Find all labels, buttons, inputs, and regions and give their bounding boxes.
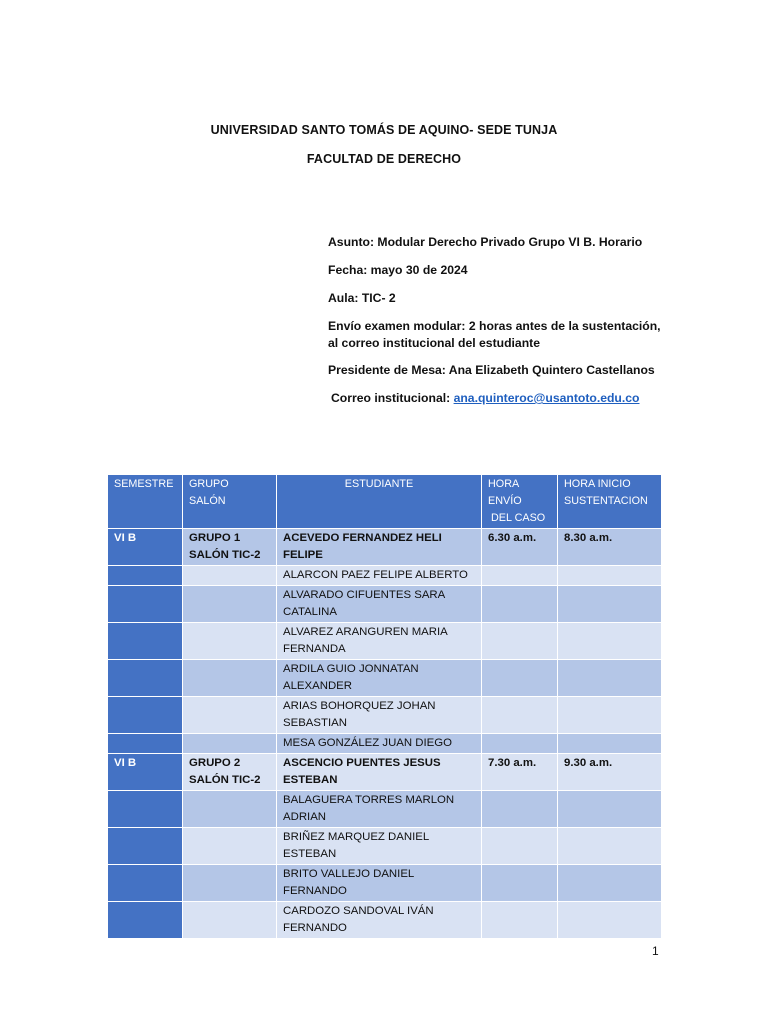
hora-envio-cell: [482, 623, 558, 660]
hora-inicio-cell: [558, 791, 662, 828]
table-row: [108, 734, 662, 754]
correo-line: [331, 390, 671, 407]
hora-inicio-cell: [558, 566, 662, 586]
table-row: [108, 902, 662, 939]
header-hora-envio: [482, 475, 558, 529]
semestre-cell: [108, 660, 183, 697]
student-cell: ACEVEDO FERNANDEZ HELI FELIPE: [277, 529, 482, 566]
table-row: [108, 623, 662, 660]
student-cell: BRIÑEZ MARQUEZ DANIEL ESTEBAN: [277, 828, 482, 865]
table-row: [108, 586, 662, 623]
table-header-row: [108, 475, 662, 529]
semestre-cell: [108, 586, 183, 623]
header-grupo: [183, 475, 277, 529]
grupo-line2: SALÓN TIC-2: [189, 549, 261, 561]
grupo-cell: [183, 791, 277, 828]
email-link[interactable]: ana.quinteroc@usantoto.edu.co: [453, 391, 640, 405]
student-cell: ARDILA GUIO JONNATAN ALEXANDER: [277, 660, 482, 697]
student-cell: BALAGUERA TORRES MARLON ADRIAN: [277, 791, 482, 828]
student-cell: CARDOZO SANDOVAL IVÁN FERNANDO: [277, 902, 482, 939]
schedule-table: [107, 474, 662, 939]
hora-inicio-cell: [558, 623, 662, 660]
semestre-cell: [108, 791, 183, 828]
semestre-cell: VI B: [108, 754, 183, 791]
hora-envio-cell: [482, 586, 558, 623]
aula-line: Aula: TIC- 2: [328, 291, 396, 305]
hora-envio-cell: 6.30 a.m.: [482, 529, 558, 566]
hora-envio-cell: [482, 791, 558, 828]
student-cell: ALVAREZ ARANGUREN MARIA FERNANDA: [277, 623, 482, 660]
header-hora-inicio: [558, 475, 662, 529]
hora-inicio-cell: [558, 697, 662, 734]
correo-label: Correo institucional:: [331, 391, 451, 405]
table-row: [108, 660, 662, 697]
table-row: [108, 566, 662, 586]
hora-envio-cell: [482, 566, 558, 586]
student-cell: ALARCON PAEZ FELIPE ALBERTO: [277, 566, 482, 586]
hora-inicio-cell: [558, 865, 662, 902]
hora-envio-cell: [482, 865, 558, 902]
table-row: [108, 529, 662, 566]
hora-envio-cell: [482, 697, 558, 734]
grupo-line1: GRUPO 1: [189, 532, 241, 544]
grupo-line1: GRUPO 2: [189, 757, 241, 769]
table-row: [108, 791, 662, 828]
table-row: [108, 754, 662, 791]
student-cell: ALVARADO CIFUENTES SARA CATALINA: [277, 586, 482, 623]
grupo-cell: [183, 828, 277, 865]
student-cell: ASCENCIO PUENTES JESUS ESTEBAN: [277, 754, 482, 791]
grupo-cell: [183, 566, 277, 586]
student-cell: ARIAS BOHORQUEZ JOHAN SEBASTIAN: [277, 697, 482, 734]
hora-envio-cell: [482, 734, 558, 754]
semestre-cell: [108, 697, 183, 734]
hora-envio-cell: 7.30 a.m.: [482, 754, 558, 791]
presidente-line: Presidente de Mesa: Ana Elizabeth Quintero Castellanos: [328, 363, 655, 377]
fecha-line: Fecha: mayo 30 de 2024: [328, 263, 468, 277]
header-grupo-line1: GRUPO: [189, 478, 229, 490]
header-hora-inicio-line2: SUSTENTACION: [564, 495, 648, 507]
header-hora-envio-line3: DEL CASO: [491, 512, 546, 524]
hora-envio-cell: [482, 902, 558, 939]
hora-inicio-cell: [558, 734, 662, 754]
grupo-cell: [183, 586, 277, 623]
page-number: 1: [652, 944, 659, 958]
grupo-cell: [183, 902, 277, 939]
semestre-cell: VI B: [108, 529, 183, 566]
grupo-cell: [183, 754, 277, 791]
semestre-cell: [108, 734, 183, 754]
envio-line: [328, 318, 668, 352]
hora-inicio-cell: [558, 586, 662, 623]
grupo-line2: SALÓN TIC-2: [189, 774, 261, 786]
hora-envio-cell: [482, 828, 558, 865]
header-semestre: SEMESTRE: [108, 475, 183, 529]
grupo-cell: [183, 660, 277, 697]
student-cell: BRITO VALLEJO DANIEL FERNANDO: [277, 865, 482, 902]
hora-envio-cell: [482, 660, 558, 697]
grupo-cell: [183, 865, 277, 902]
header-hora-envio-line1: HORA: [488, 478, 520, 490]
envio-line-1: Envío examen modular: 2 horas antes de la sustentación,: [328, 319, 661, 333]
hora-inicio-cell: 9.30 a.m.: [558, 754, 662, 791]
semestre-cell: [108, 902, 183, 939]
table-row: [108, 697, 662, 734]
asunto-line: Asunto: Modular Derecho Privado Grupo VI B. Horario: [328, 235, 643, 249]
hora-inicio-cell: 8.30 a.m.: [558, 529, 662, 566]
student-cell: MESA GONZÁLEZ JUAN DIEGO: [277, 734, 482, 754]
semestre-cell: [108, 865, 183, 902]
table-row: [108, 828, 662, 865]
semestre-cell: [108, 623, 183, 660]
header-hora-envio-line2: ENVÍO: [488, 495, 522, 507]
semestre-cell: [108, 828, 183, 865]
faculty-title: FACULTAD DE DERECHO: [306, 152, 462, 166]
grupo-cell: [183, 623, 277, 660]
hora-inicio-cell: [558, 660, 662, 697]
header-grupo-line2: SALÓN: [189, 495, 226, 507]
table-row: [108, 865, 662, 902]
hora-inicio-cell: [558, 902, 662, 939]
grupo-cell: [183, 734, 277, 754]
semestre-cell: [108, 566, 183, 586]
grupo-cell: [183, 697, 277, 734]
university-title: UNIVERSIDAD SANTO TOMÁS DE AQUINO- SEDE TUNJA: [210, 123, 558, 137]
header-hora-inicio-line1: HORA INICIO: [564, 478, 631, 490]
envio-line-2: al correo institucional del estudiante: [328, 336, 540, 350]
header-estudiante: ESTUDIANTE: [277, 475, 482, 529]
grupo-cell: [183, 529, 277, 566]
hora-inicio-cell: [558, 828, 662, 865]
